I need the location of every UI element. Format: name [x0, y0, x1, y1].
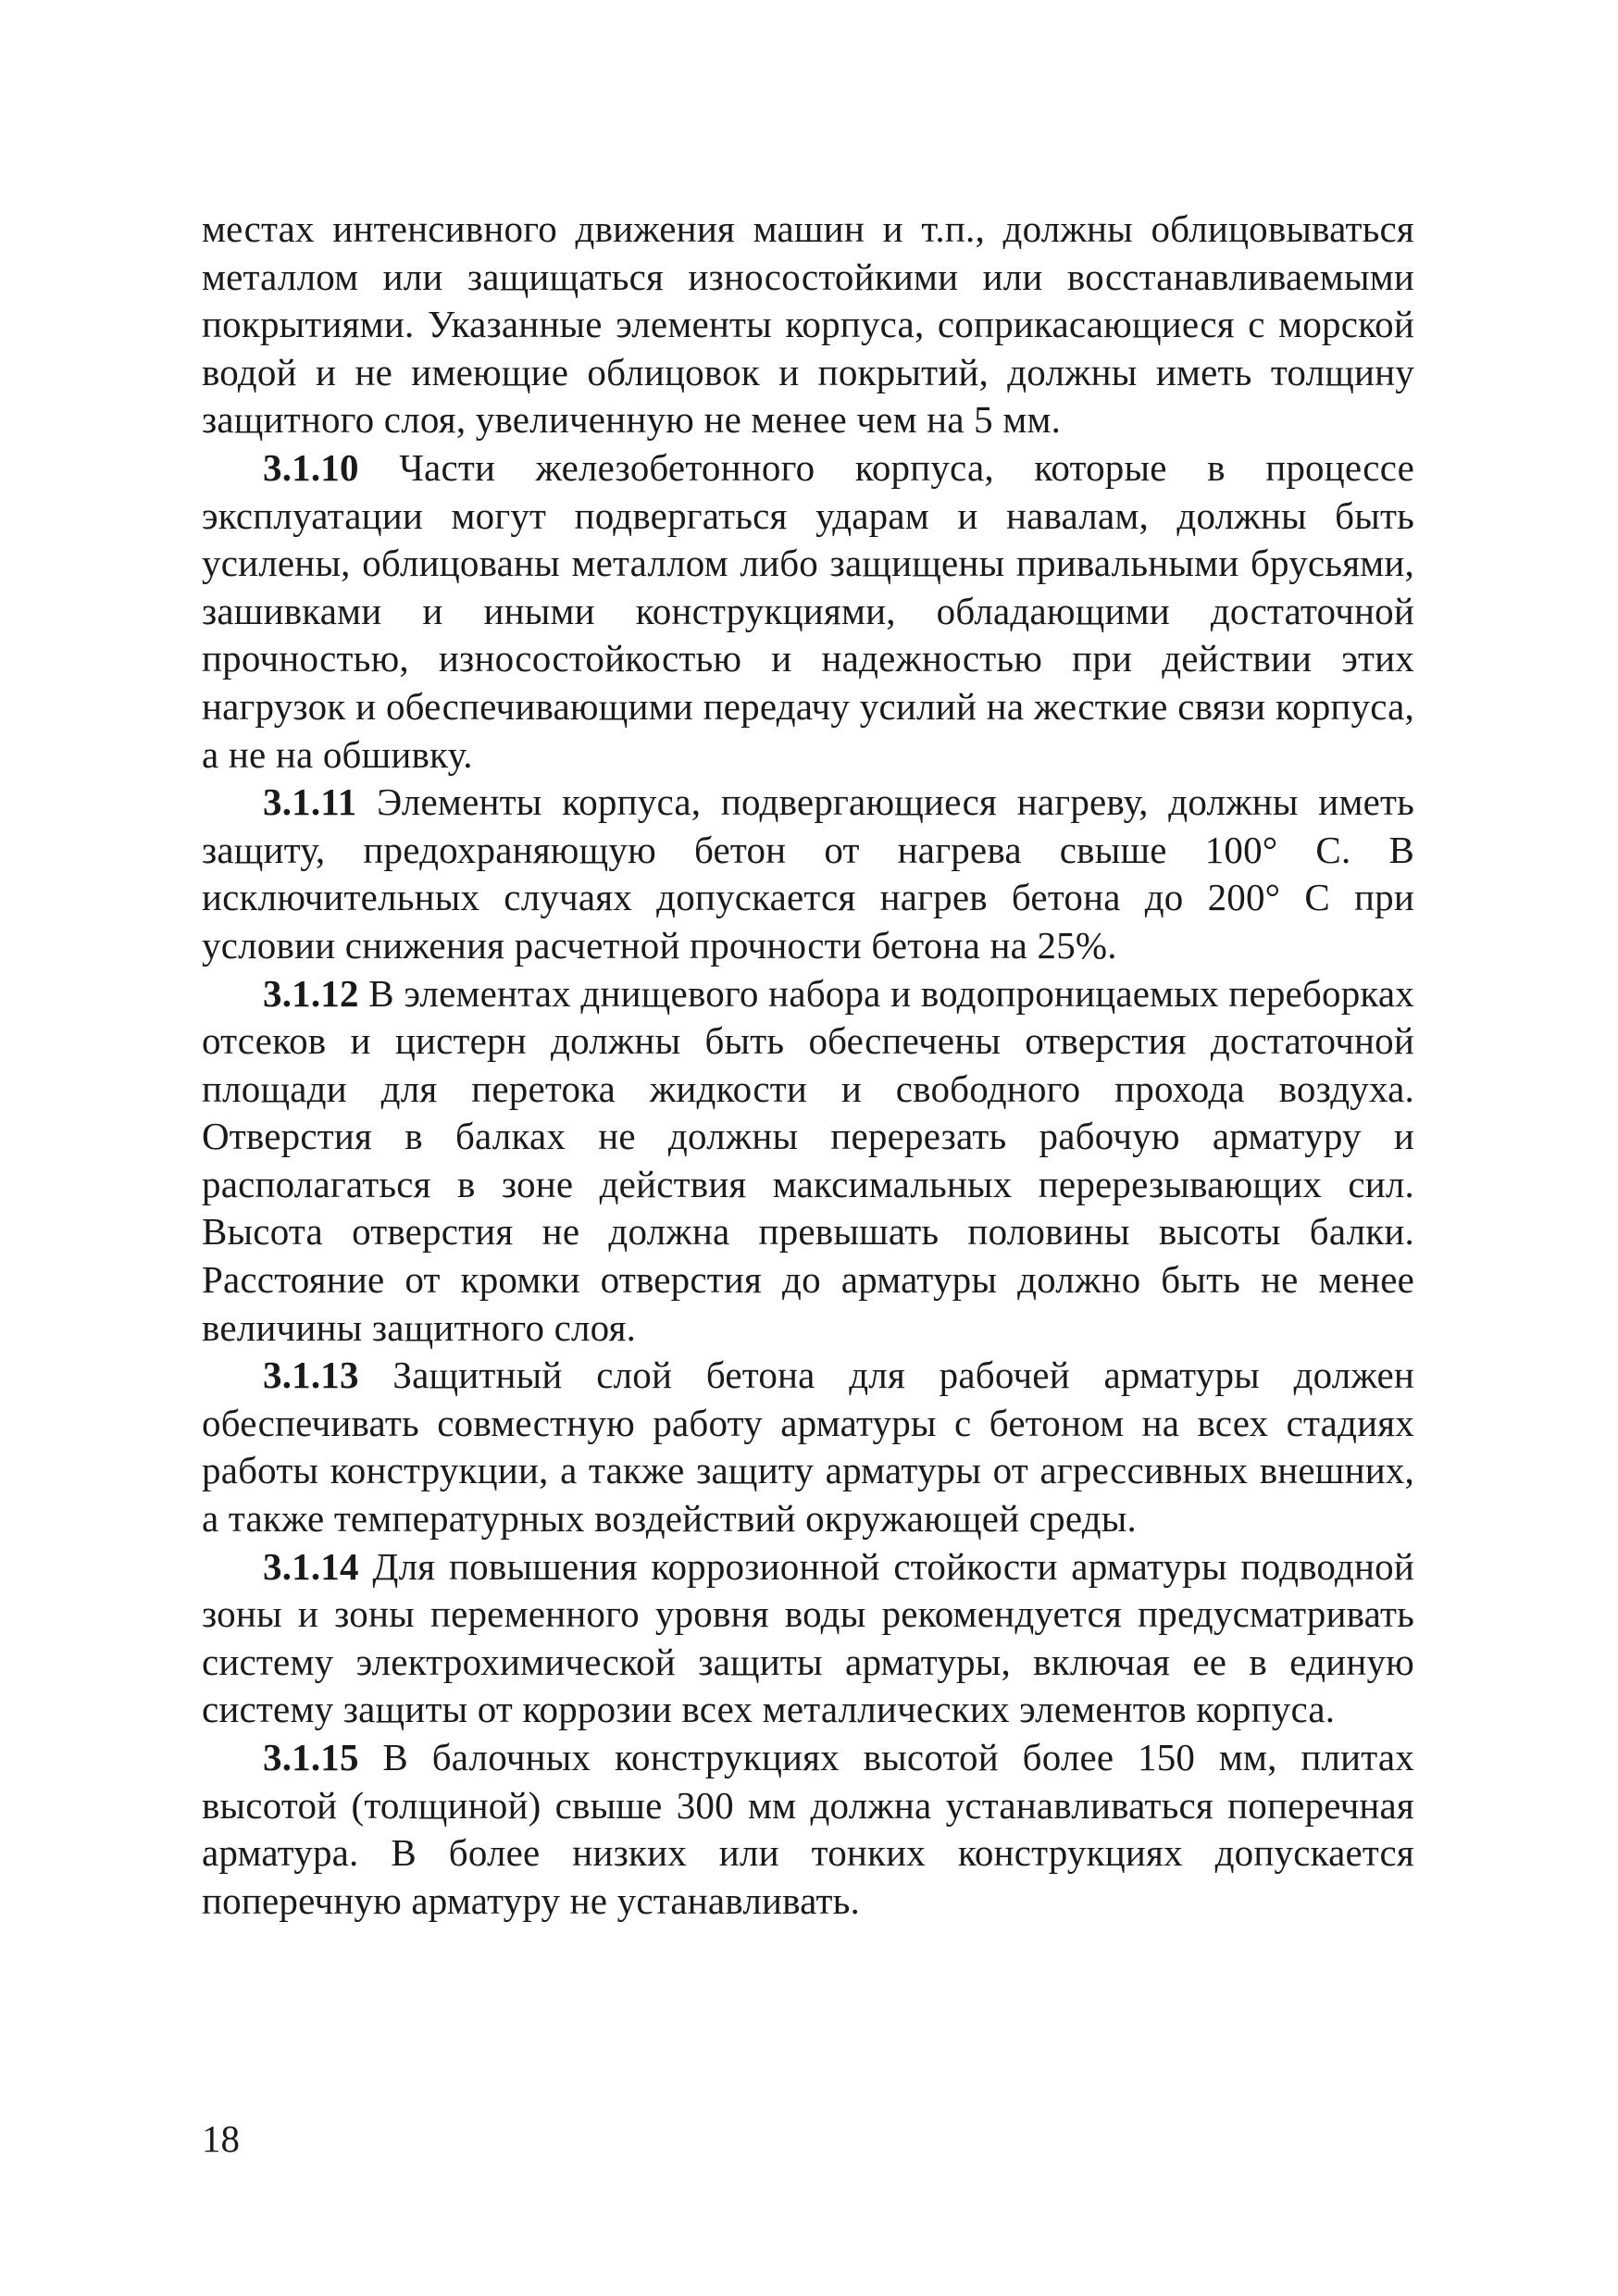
- paragraph-text: Элементы корпуса, подвергающиеся нагреву, должны иметь защиту, предохраняющую бетон от нагрева свыше 100° С. В исключительных случаях допускается нагрев бетона до 200° С при условии снижения расчетной прочности бетона на 25%.: [202, 780, 1414, 967]
- paragraph-text: Защитный слой бетона для рабочей арматуры должен обеспечивать совместную работу арматуры с бетоном на всех стадиях работы конструкции, а также защиту арматуры от агрессивных внешних, а также температурных воздействий окружающей среды.: [202, 1354, 1414, 1541]
- paragraph-3-1-14: [202, 1543, 1414, 1734]
- clause-number: 3.1.11: [263, 780, 357, 824]
- paragraph-text: В балочных конструкциях высотой более 150 мм, плитах высотой (толщиной) свыше 300 мм должна устанавливаться поперечная арматура. В более низких или тонких конструкциях допускается поперечную арматуру не устанавливать.: [202, 1736, 1414, 1922]
- clause-number: 3.1.12: [263, 971, 359, 1015]
- paragraph-3-1-10: [202, 444, 1414, 779]
- body-text: [202, 206, 1414, 1925]
- paragraph-3-1-13: [202, 1352, 1414, 1542]
- paragraph-text: Части железобетонного корпуса, которые в процессе эксплуатации могут подвергаться ударам и навалам, должны быть усилены, облицованы металлом либо защищены привальными брусьями, зашивками и иными конструкциями, обладающими достаточной прочностью, износостойкостью и надежностью при действии этих нагрузок и обеспечивающими передачу усилий на жесткие связи корпуса, а не на обшивку.: [202, 445, 1414, 776]
- clause-number: 3.1.13: [263, 1354, 359, 1397]
- paragraph-text: В элементах днищевого набора и водопроницаемых переборках отсеков и цистерн должны быть обеспечены отверстия достаточной площади для перетока жидкости и свободного прохода воздуха. Отверстия в балках не должны перерезать рабочую арматуру и располагаться в зоне действия максимальных перерезывающих сил. Высота отверстия не должна превышать половины высоты балки. Расстояние от кромки отверстия до арматуры должно быть не менее величины защитного слоя.: [202, 971, 1414, 1349]
- paragraph-text: Для повышения коррозионной стойкости арматуры подводной зоны и зоны переменного уровня воды рекомендуется предусматривать систему электрохимической защиты арматуры, включая ее в единую систему защиты от коррозии всех металлических элементов корпуса.: [202, 1544, 1414, 1731]
- clause-number: 3.1.15: [263, 1736, 359, 1778]
- paragraph-continuation: [202, 206, 1414, 444]
- paragraph-3-1-15: [202, 1734, 1414, 1925]
- paragraph-text: местах интенсивного движения машин и т.п., должны облицовываться металлом или защищаться износостойкими или восстанавливаемыми покрытиями. Указанные элементы корпуса, соприкасающиеся с морской водой и не имеющие облицовок и покрытий, должны иметь толщину защитного слоя, увеличенную не менее чем на 5 мм.: [202, 207, 1414, 442]
- page-number: 18: [202, 2117, 240, 2160]
- clause-number: 3.1.10: [263, 445, 359, 489]
- clause-number: 3.1.14: [263, 1544, 359, 1588]
- paragraph-3-1-11: [202, 779, 1414, 969]
- paragraph-3-1-12: [202, 970, 1414, 1353]
